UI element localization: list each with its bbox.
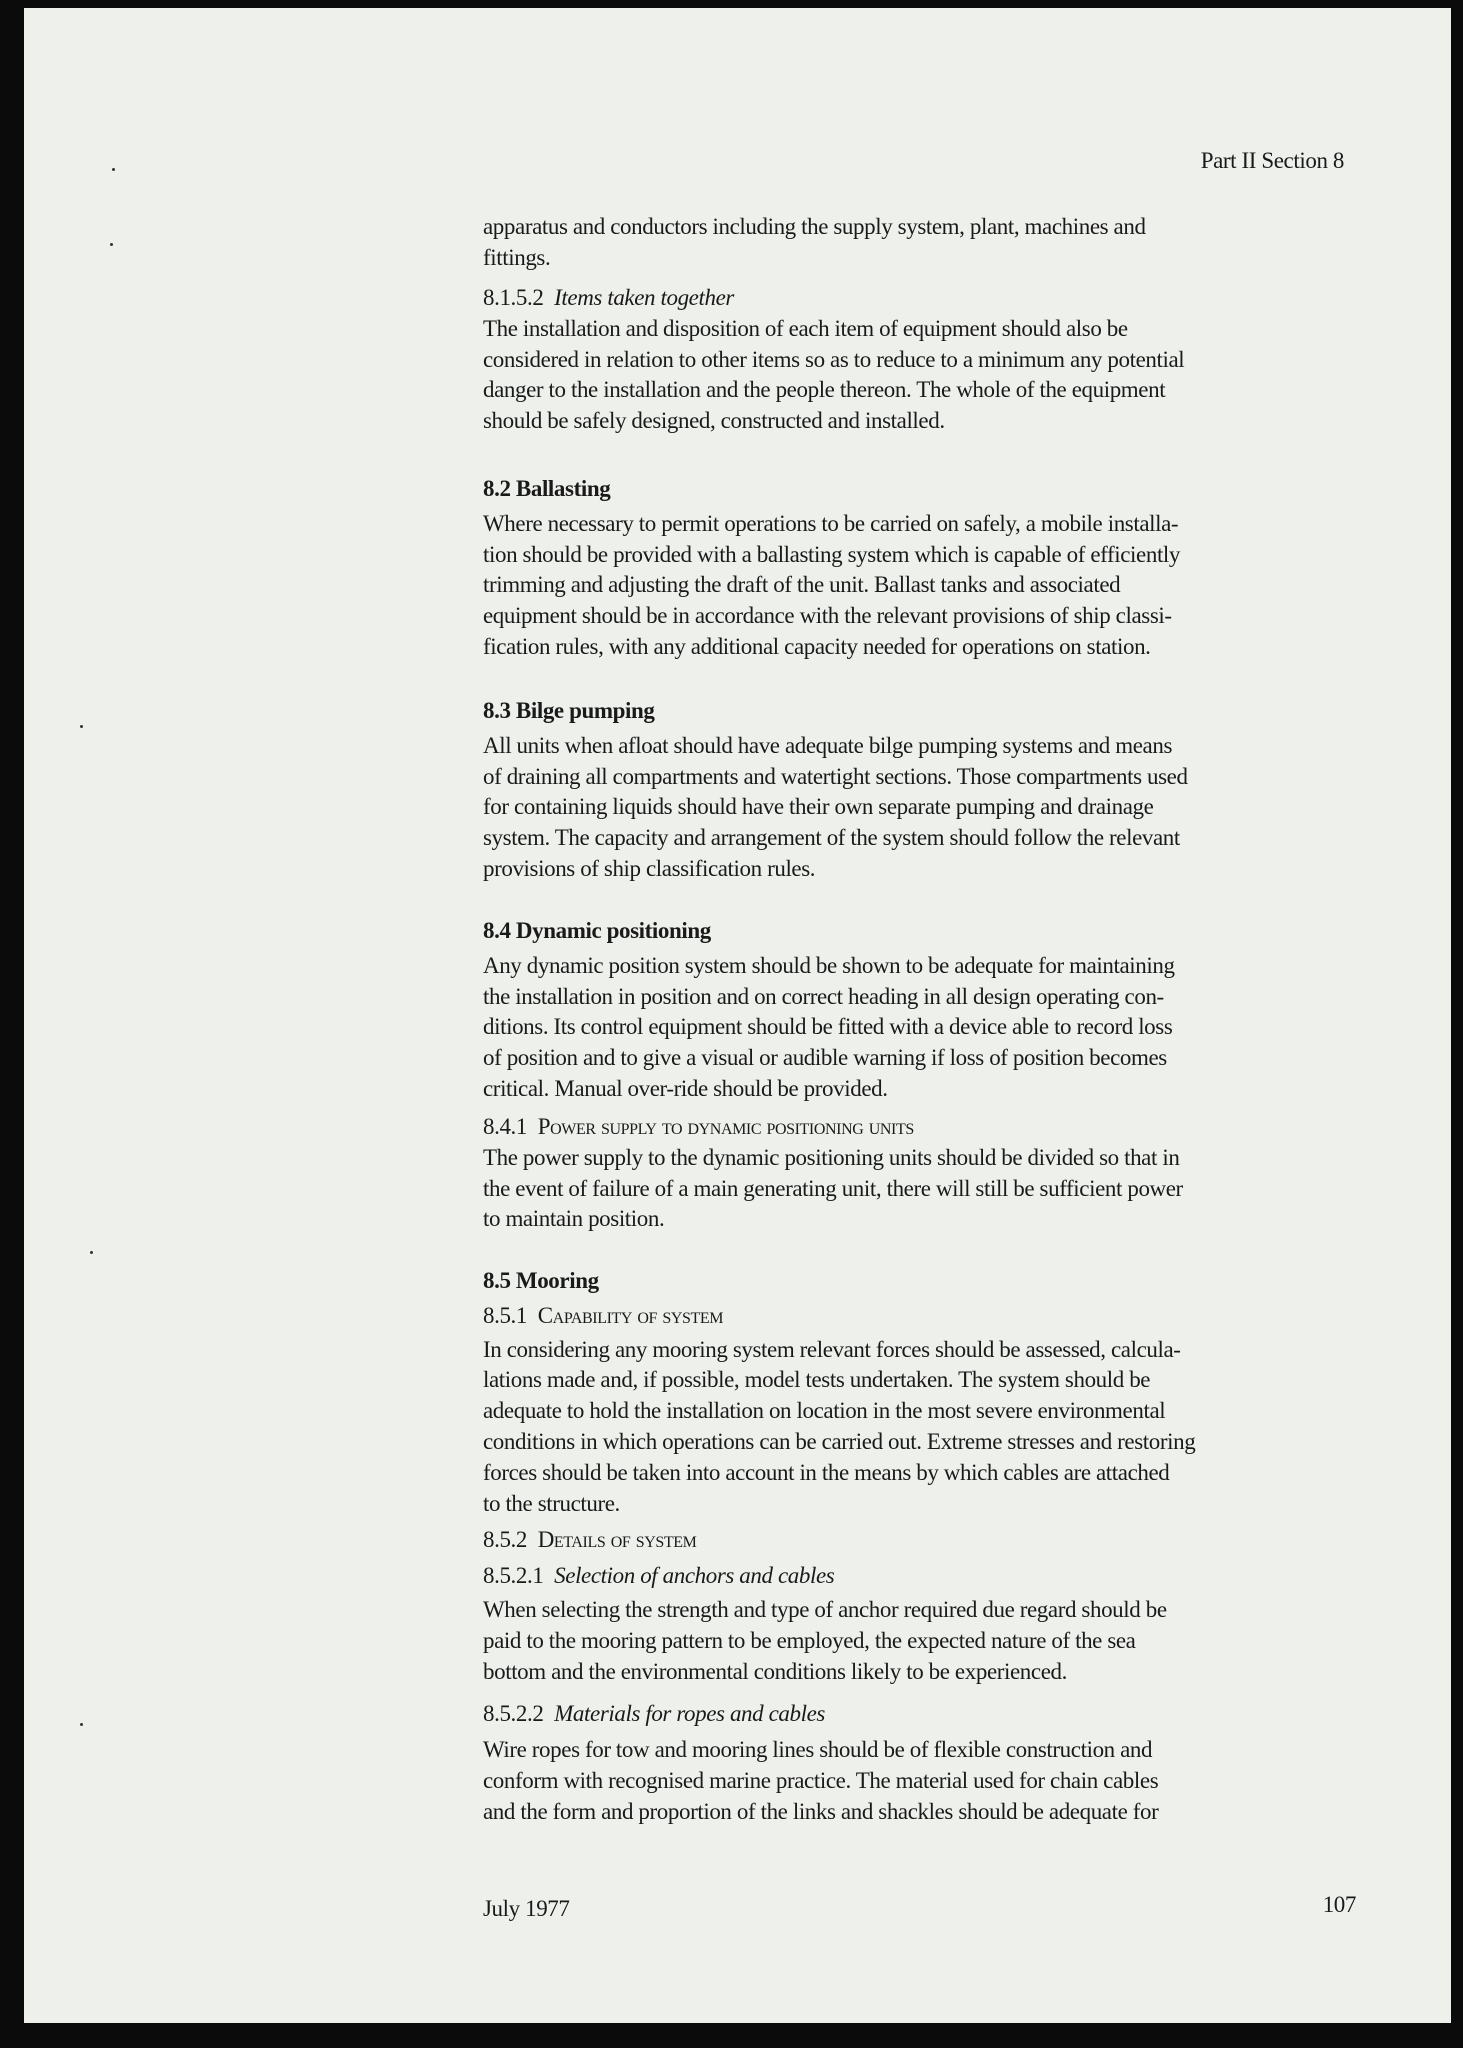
text-line: to the structure. (483, 1490, 620, 1516)
subsection-heading (483, 283, 1184, 314)
text-line: to maintain position. (483, 1206, 665, 1232)
scan-speck (90, 1251, 93, 1254)
section-heading: 8.2 Ballasting (483, 476, 611, 501)
text-line: Wire ropes for tow and mooring lines should be of flexible construction and (483, 1737, 1153, 1763)
subsection-heading (483, 1699, 1195, 1730)
page-number: 107 (1322, 1892, 1356, 1917)
text-line: bottom and the environmental conditions likely to be experienced. (483, 1658, 1067, 1684)
section-8-3 (483, 696, 1188, 885)
text-line: adequate to hold the installation on location in the most severe environmental (483, 1398, 1166, 1424)
text-line: system. The capacity and arrangement of the system should follow the relevant (483, 825, 1180, 851)
text-line: All units when afloat should have adequate bilge pumping systems and means (483, 732, 1173, 758)
section-8-5 (483, 1266, 1195, 1828)
subsection-heading (483, 1112, 1183, 1143)
text-line: The installation and disposition of each item of equipment should also be (483, 315, 1128, 341)
text-line: tion should be provided with a ballasting system which is capable of efficiently (483, 541, 1181, 567)
text-line: equipment should be in accordance with the relevant provisions of ship classi- (483, 603, 1172, 629)
text-line: provisions of ship classification rules. (483, 855, 816, 881)
text-line: The power supply to the dynamic positioning units should be divided so that in (483, 1144, 1180, 1170)
section-heading: 8.5 Mooring (483, 1268, 599, 1293)
subsection-title: Items taken together (554, 285, 734, 310)
text-line: ditions. Its control equipment should be fitted with a device able to record loss (483, 1014, 1173, 1040)
section-heading: 8.4 Dynamic positioning (483, 918, 711, 943)
scan-speck (112, 168, 115, 171)
text-line: critical. Manual over-ride should be provided. (483, 1075, 888, 1101)
subsection-number: 8.5.2.2 (483, 1701, 544, 1727)
subsection-title: Details of system (537, 1527, 697, 1553)
section-heading: 8.3 Bilge pumping (483, 698, 655, 723)
subsection-title: Materials for ropes and cables (554, 1701, 825, 1727)
section-8-4 (483, 916, 1175, 1105)
text-line: conform with recognised marine practice. The material used for chain cables (483, 1767, 1159, 1793)
text-line: lations made and, if possible, model tests undertaken. The system should be (483, 1367, 1151, 1393)
subsection-heading (483, 1301, 1195, 1332)
subsection-number: 8.5.2 (483, 1527, 528, 1553)
document-page (24, 8, 1451, 2023)
scan-speck (80, 1723, 83, 1726)
subsection-title: Capability of system (537, 1302, 724, 1328)
text-line: forces should be taken into account in the means by which cables are attached (483, 1459, 1170, 1485)
text-line: trimming and adjusting the draft of the unit. Ballast tanks and associated (483, 572, 1121, 598)
footer-date: July 1977 (483, 1896, 570, 1921)
subsection-heading (483, 1525, 1195, 1556)
text-line: apparatus and conductors including the supply system, plant, machines and (483, 214, 1146, 239)
text-line: fittings. (483, 244, 551, 270)
text-line: paid to the mooring pattern to be employed, the expected nature of the sea (483, 1627, 1136, 1653)
text-line: conditions in which operations can be carried out. Extreme stresses and restoring (483, 1428, 1196, 1454)
running-head: Part II Section 8 (1200, 148, 1344, 173)
text-line: should be safely designed, constructed and installed. (483, 408, 945, 434)
scan-speck (110, 243, 113, 246)
subsection-title: Selection of anchors and cables (554, 1563, 835, 1589)
section-8-4-1 (483, 1112, 1183, 1235)
text-line: considered in relation to other items so as to reduce to a minimum any potential (483, 346, 1185, 372)
text-line: of draining all compartments and watertight sections. Those compartments used (483, 763, 1188, 789)
subsection-number: 8.1.5.2 (483, 285, 544, 310)
subsection-number: 8.5.2.1 (483, 1563, 544, 1589)
text-line: When selecting the strength and type of anchor required due regard should be (483, 1596, 1167, 1622)
text-line: the event of failure of a main generating unit, there will still be sufficient power (483, 1175, 1183, 1201)
subsection-number: 8.4.1 (483, 1114, 528, 1139)
text-line: Any dynamic position system should be shown to be adequate for maintaining (483, 952, 1175, 978)
text-line: In considering any mooring system relevant forces should be assessed, calcula- (483, 1336, 1181, 1362)
section-8-1-5-continuation (483, 212, 1146, 274)
section-8-1-5-2 (483, 283, 1184, 437)
subsection-title: Power supply to dynamic positioning units (537, 1114, 914, 1139)
text-line: Where necessary to permit operations to be carried on safely, a mobile installa- (483, 510, 1179, 536)
subsection-number: 8.5.1 (483, 1302, 528, 1328)
text-line: and the form and proportion of the links and shackles should be adequate for (483, 1798, 1159, 1824)
section-8-2 (483, 474, 1180, 663)
text-line: of position and to give a visual or audible warning if loss of position becomes (483, 1045, 1167, 1071)
subsection-heading (483, 1561, 1195, 1592)
text-line: fication rules, with any additional capacity needed for operations on station. (483, 633, 1151, 659)
text-line: the installation in position and on correct heading in all design operating con- (483, 983, 1164, 1009)
scan-speck (80, 725, 83, 728)
text-line: danger to the installation and the people thereon. The whole of the equipment (483, 377, 1166, 403)
text-line: for containing liquids should have their own separate pumping and drainage (483, 794, 1154, 820)
